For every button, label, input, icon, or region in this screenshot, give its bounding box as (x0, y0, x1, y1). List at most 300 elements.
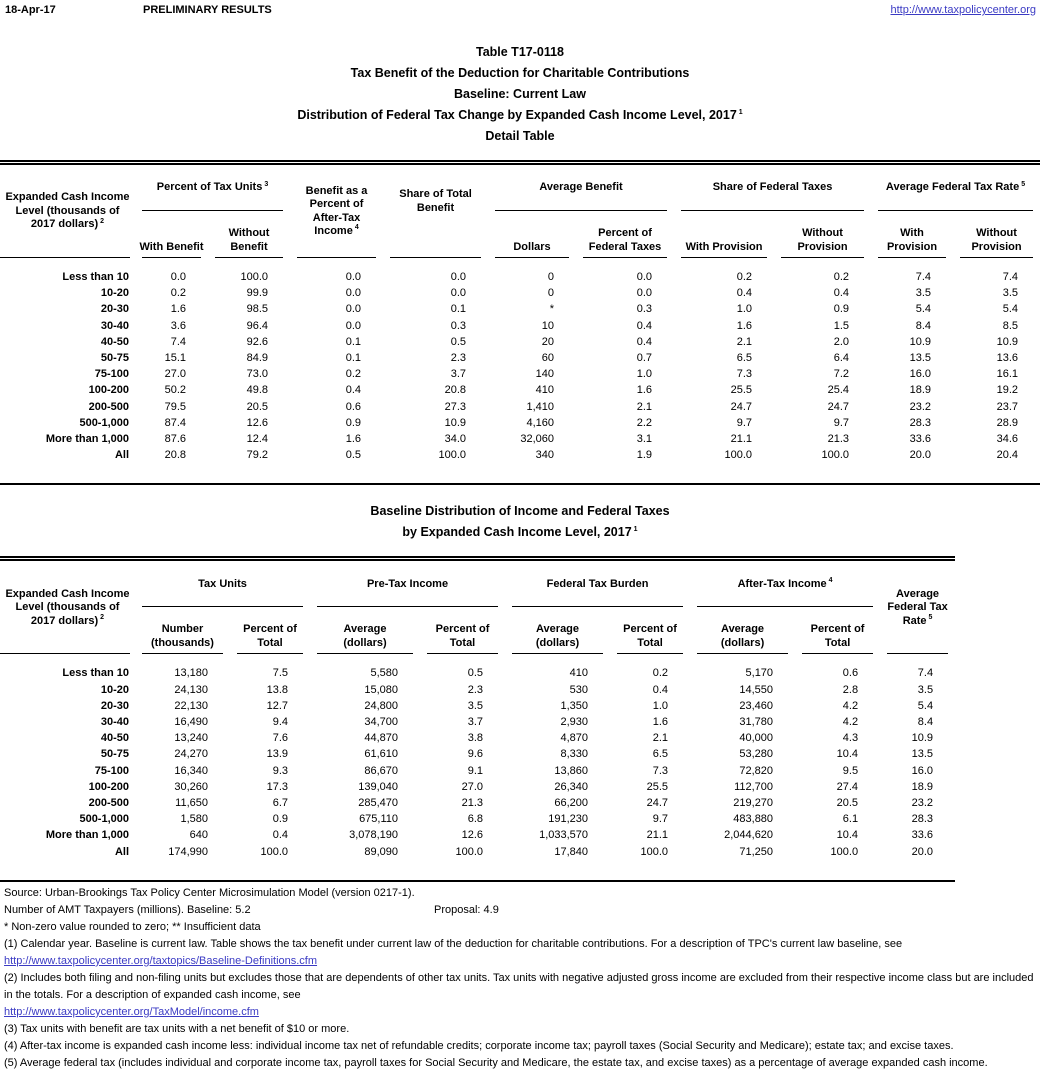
cell: 9.6 (467, 748, 484, 761)
cell: 27.0 (164, 368, 186, 381)
row-label: 75-100 (94, 764, 129, 777)
cell: 2,930 (560, 716, 589, 729)
cell: 27.4 (836, 780, 859, 793)
cell: 28.9 (996, 416, 1019, 429)
cell: 0.9 (833, 303, 850, 316)
cell: 18.9 (909, 384, 932, 397)
cell: 20.5 (246, 400, 269, 413)
cell: 1.6 (652, 716, 669, 729)
cell: 2.2 (636, 416, 653, 429)
table-row (0, 318, 1040, 334)
cell: 3.5 (467, 699, 484, 712)
col-header-without-provision-rate: Without Provision (953, 211, 1040, 258)
cell: 20.0 (911, 845, 934, 858)
cell: 3.7 (450, 368, 467, 381)
cell: 79.5 (164, 400, 186, 413)
cell: 0.7 (636, 352, 653, 365)
cell: 23.2 (909, 400, 932, 413)
cell: 0 (547, 287, 555, 300)
cell: 60 (541, 352, 555, 365)
footnote-3: (3) Tax units with benefit are tax units with a net benefit of $10 or more. (4, 1022, 350, 1035)
cell: 20.8 (444, 384, 467, 397)
cell: 19.2 (996, 384, 1019, 397)
cell: 73.0 (246, 368, 269, 381)
col-header-percent-of-total-pretax: Percent of Total (420, 607, 505, 654)
col-header-average-dollars-burden: Average (dollars) (505, 607, 610, 654)
cell: 28.3 (911, 813, 934, 826)
cell: 100.0 (830, 845, 859, 858)
footnote-2: (2) Includes both filing and non-filing units but excludes those that are dependents of other tax units. Tax units with negative adjusted gross income are excluded from their respective income class but are included in the totals. For a description of expanded cash income, see (4, 971, 1034, 1001)
cell: 10.9 (996, 335, 1019, 348)
cell: 16,340 (174, 764, 208, 777)
cell: 410 (535, 384, 555, 397)
cell: 1.5 (833, 319, 850, 332)
cell: 6.7 (272, 797, 289, 810)
cell: 6.8 (467, 813, 484, 826)
cell: 3.5 (1002, 287, 1019, 300)
row-label: More than 1,000 (45, 433, 129, 446)
cell: 9.7 (833, 416, 850, 429)
cell: 6.1 (842, 813, 859, 826)
cell: 174,990 (168, 845, 208, 858)
source-note: Source: Urban-Brookings Tax Policy Center Microsimulation Model (version 0217-1). (4, 886, 415, 899)
table-row (0, 779, 955, 795)
col-header-percent-of-total-units: Percent of Total (230, 607, 310, 654)
cell: 0.4 (345, 384, 362, 397)
cell: 13,240 (174, 732, 208, 745)
cell: 0.0 (636, 271, 653, 283)
cell: 21.1 (646, 829, 669, 842)
row-label: 50-75 (100, 748, 129, 761)
cell: 13.5 (911, 748, 934, 761)
cell: 0.0 (450, 287, 467, 300)
cell: 0.5 (467, 667, 484, 680)
row-label: 20-30 (100, 303, 129, 316)
cell: 0.6 (345, 400, 362, 413)
col-header-dollars: Dollars (488, 211, 576, 258)
cell: 5,580 (370, 667, 399, 680)
baseline-label: Baseline: Current Law (454, 87, 586, 101)
col-header-percent-of-federal-taxes: Percent of Federal Taxes (576, 211, 674, 258)
row-label: All (114, 449, 129, 462)
cell: 0.0 (450, 271, 467, 283)
cell: 8.4 (915, 319, 932, 332)
col-header-average-federal-tax-rate: Average Federal Tax Rate $^5$ (880, 559, 955, 655)
cell: 33.6 (911, 829, 934, 842)
cell: 112,700 (734, 780, 774, 793)
cell: 9.3 (272, 764, 289, 777)
cell: 2.1 (736, 335, 753, 348)
cell: 15.1 (164, 352, 186, 365)
cell: 0.4 (272, 829, 289, 842)
cell: 1.6 (636, 384, 653, 397)
col-header-with-benefit: With Benefit (135, 211, 208, 258)
cell: 0.5 (450, 335, 467, 348)
cell: 0.3 (636, 303, 653, 316)
cell: 12.6 (461, 829, 484, 842)
table-row (0, 844, 955, 881)
cell: 410 (569, 667, 589, 680)
cell: 25.5 (646, 780, 669, 793)
cell: 18.9 (911, 780, 934, 793)
cell: 2.8 (842, 683, 859, 696)
cell: 13.5 (909, 352, 932, 365)
row-label: Less than 10 (62, 271, 129, 283)
group-header-tax-units: Tax Units (135, 559, 310, 608)
table-row (0, 811, 955, 827)
cell: 13,860 (554, 764, 589, 777)
table-row (0, 350, 1040, 366)
row-label: 500-1,000 (79, 813, 129, 826)
cell: 92.6 (246, 335, 269, 348)
cell: 84.9 (246, 352, 269, 365)
footnote-5: (5) Average federal tax (includes individual and corporate income tax, payroll taxes for Social Security and Medicare, the estate tax, and excise taxes) as a percentage of average expanded cash income. (4, 1056, 988, 1069)
cell: 20.5 (836, 797, 859, 810)
cell: 0.1 (345, 335, 362, 348)
cell: 66,200 (554, 797, 589, 810)
cell: 0.2 (833, 271, 850, 283)
cell: 25.5 (730, 384, 753, 397)
cell: 21.3 (827, 433, 850, 446)
row-label: 200-500 (88, 400, 129, 413)
cell: 22,130 (174, 699, 208, 712)
cell: 33.6 (909, 433, 932, 446)
table-row (0, 654, 955, 681)
distribution-label: Distribution of Federal Tax Change by Expanded Cash Income Level, 2017 $^1$ (297, 108, 743, 122)
page-header (0, 0, 1040, 22)
cell: 5.4 (915, 303, 932, 316)
cell: 34.0 (444, 433, 467, 446)
row-label: 500-1,000 (79, 416, 129, 429)
cell: 2.3 (450, 352, 467, 365)
cell: 24,270 (174, 748, 208, 761)
table-row (0, 795, 955, 811)
col-header-without-provision-share: Without Provision (774, 211, 871, 258)
cell: 9.7 (652, 813, 669, 826)
cell: 0.0 (345, 303, 362, 316)
cell: 8.4 (917, 716, 934, 729)
cell: 1,350 (560, 699, 589, 712)
cell: 98.5 (246, 303, 269, 316)
row-label: 100-200 (88, 780, 129, 793)
col-header-average-dollars-aftertax: Average (dollars) (690, 607, 795, 654)
cell: 14,550 (739, 683, 774, 696)
table-row (0, 746, 955, 762)
col-header-share-of-total-benefit: Share of Total Benefit (383, 163, 488, 259)
cell: 10.9 (909, 335, 932, 348)
cell: 23,460 (739, 699, 774, 712)
cell: 3,078,190 (349, 829, 399, 842)
row-label: 30-40 (100, 319, 129, 332)
table-row (0, 447, 1040, 484)
cell: 640 (189, 829, 208, 842)
cell: 0.2 (736, 271, 753, 283)
cell: 20.8 (164, 449, 186, 462)
cell: 100.0 (438, 449, 467, 462)
cell: 71,250 (739, 845, 774, 858)
cell: 24.7 (730, 400, 753, 413)
cell: 25.4 (827, 384, 850, 397)
cell: 675,110 (359, 813, 399, 826)
cell: 3.5 (917, 683, 934, 696)
cell: 139,040 (358, 780, 399, 793)
table-subject: Tax Benefit of the Deduction for Charitable Contributions (350, 66, 690, 80)
cell: 8.5 (1002, 319, 1019, 332)
cell: 16.0 (909, 368, 932, 381)
table-row (0, 366, 1040, 382)
cell: 27.0 (461, 780, 484, 793)
cell: 17.3 (266, 780, 289, 793)
cell: 1.6 (170, 303, 186, 316)
col-header-income-level: Expanded Cash Income Level (thousands of 2017 dollars) $^2$ (0, 559, 135, 655)
row-label: 30-40 (100, 716, 129, 729)
row-label: 10-20 (100, 683, 129, 696)
cell: 20.4 (996, 449, 1019, 462)
cell: 219,270 (733, 797, 774, 810)
col-header-average-dollars-pretax: Average (dollars) (310, 607, 420, 654)
cell: 0.0 (636, 287, 653, 300)
cell: 99.9 (246, 287, 269, 300)
cell: 7.4 (915, 271, 932, 283)
cell: 21.1 (730, 433, 753, 446)
cell: 0.5 (345, 449, 362, 462)
cell: 483,880 (733, 813, 774, 826)
cell: 53,280 (739, 748, 774, 761)
table-row (0, 698, 955, 714)
cell: 3.8 (467, 732, 484, 745)
cell: 4.2 (842, 699, 859, 712)
cell: 44,870 (364, 732, 399, 745)
tax-benefit-detail-table (0, 160, 1040, 485)
cell: 31,780 (739, 716, 774, 729)
cell: 11,650 (175, 797, 208, 810)
baseline-distribution-table (0, 556, 955, 881)
cell: 28.3 (909, 416, 932, 429)
cell: 0.9 (345, 416, 362, 429)
tax-benefit-table-body (0, 258, 1040, 484)
cell: 16.0 (911, 764, 934, 777)
cell: 9.5 (842, 764, 859, 777)
cell: 0 (547, 271, 555, 283)
cell: 0.0 (345, 319, 362, 332)
taxpolicycenter-link[interactable]: http://www.taxpolicycenter.org (890, 4, 1036, 16)
cell: 12.6 (246, 416, 269, 429)
cell: 100.0 (455, 845, 484, 858)
table-row (0, 399, 1040, 415)
expanded-cash-income-link[interactable]: http://www.taxpolicycenter.org/TaxModel/income.cfm (4, 1005, 259, 1018)
cell: 0.6 (842, 667, 859, 680)
cell: 96.4 (246, 319, 269, 332)
cell: 0.0 (345, 287, 362, 300)
cell: 0.3 (450, 319, 467, 332)
report-date: 18-Apr-17 (5, 4, 56, 16)
cell: 20.0 (909, 449, 932, 462)
cell: 5,170 (745, 667, 774, 680)
amt-proposal-value: Proposal: 4.9 (434, 903, 499, 916)
cell: 0.2 (652, 667, 669, 680)
baseline-definitions-link[interactable]: http://www.taxpolicycenter.org/taxtopics/Baseline-Definitions.cfm (4, 954, 318, 967)
cell: 1,033,570 (539, 829, 589, 842)
cell: 0.2 (345, 368, 362, 381)
cell: 4,160 (526, 416, 555, 429)
cell: 20 (541, 335, 555, 348)
table-row (0, 682, 955, 698)
cell: 3.5 (915, 287, 932, 300)
cell: 0.4 (636, 335, 653, 348)
cell: 340 (535, 449, 555, 462)
row-label: 200-500 (88, 797, 129, 810)
cell: 6.4 (833, 352, 850, 365)
col-header-with-provision-rate: With Provision (871, 211, 953, 258)
cell: 16,490 (174, 716, 208, 729)
footnote-4: (4) After-tax income is expanded cash income less: individual income tax net of refundable credits; corporate income tax; payroll taxes (Social Security and Medicare); estate tax; and excise taxes. (4, 1039, 954, 1052)
cell: 49.8 (246, 384, 269, 397)
preliminary-results-label: PRELIMINARY RESULTS (143, 4, 272, 16)
group-header-after-tax-income: After-Tax Income $^4$ (690, 559, 880, 608)
cell: 9.1 (467, 764, 484, 777)
cell: 1.0 (652, 699, 669, 712)
cell: 34.6 (996, 433, 1019, 446)
cell: 87.4 (164, 416, 186, 429)
group-header-average-benefit: Average Benefit (488, 163, 674, 212)
cell: 30,260 (174, 780, 208, 793)
cell: 1.6 (345, 433, 362, 446)
row-label: More than 1,000 (45, 829, 129, 842)
row-label: 40-50 (100, 335, 129, 348)
cell: 191,230 (548, 813, 589, 826)
cell: 100.0 (240, 271, 269, 283)
cell: 16.1 (996, 368, 1019, 381)
cell: 13,180 (174, 667, 208, 680)
cell: 100.0 (640, 845, 669, 858)
table-row (0, 301, 1040, 317)
row-label: 100-200 (88, 384, 129, 397)
table-row (0, 763, 955, 779)
table-row (0, 431, 1040, 447)
cell: 3.6 (170, 319, 186, 332)
table-row (0, 285, 1040, 301)
cell: 61,610 (364, 748, 399, 761)
table-row (0, 714, 955, 730)
group-header-federal-tax-burden: Federal Tax Burden (505, 559, 690, 608)
table-row (0, 827, 955, 843)
cell: 530 (569, 683, 589, 696)
cell: 4.3 (842, 732, 859, 745)
cell: 140 (535, 368, 555, 381)
cell: 7.2 (833, 368, 850, 381)
cell: 27.3 (444, 400, 467, 413)
cell: 13.6 (996, 352, 1019, 365)
cell: 40,000 (739, 732, 774, 745)
cell: 7.6 (272, 732, 289, 745)
cell: 7.3 (652, 764, 669, 777)
group-header-pre-tax-income: Pre-Tax Income (310, 559, 505, 608)
cell: 12.4 (246, 433, 269, 446)
cell: 285,470 (358, 797, 399, 810)
cell: 0.4 (736, 287, 753, 300)
cell: 23.7 (996, 400, 1019, 413)
cell: 24.7 (827, 400, 850, 413)
footnotes (0, 885, 1036, 1072)
cell: 1.0 (636, 368, 653, 381)
col-header-number-thousands: Number (thousands) (135, 607, 230, 654)
cell: 13.8 (266, 683, 289, 696)
cell: 100.0 (821, 449, 850, 462)
cell: 0.1 (345, 352, 362, 365)
cell: 34,700 (364, 716, 399, 729)
cell: 7.4 (917, 667, 934, 680)
row-label: 75-100 (94, 368, 129, 381)
cell: 9.4 (272, 716, 289, 729)
table-row (0, 258, 1040, 285)
row-label: All (114, 845, 129, 858)
cell: 10.9 (911, 732, 934, 745)
asterisk-legend: * Non-zero value rounded to zero; ** Insufficient data (4, 920, 261, 933)
col-header-income-level: Expanded Cash Income Level (thousands of 2017 dollars) $^2$ (0, 163, 135, 259)
cell: 7.5 (272, 667, 289, 680)
cell: 24,800 (364, 699, 399, 712)
cell: 2.3 (467, 683, 484, 696)
cell: 86,670 (364, 764, 399, 777)
cell: 1,410 (526, 400, 555, 413)
cell: 13.9 (266, 748, 289, 761)
cell: 2.0 (833, 335, 850, 348)
cell: 15,080 (364, 683, 399, 696)
cell: 10.4 (836, 829, 859, 842)
cell: 7.4 (170, 335, 186, 348)
cell: 10 (541, 319, 555, 332)
baseline-table-title: Baseline Distribution of Income and Federal Taxes by Expanded Cash Income Level, 2017 $^1$ (370, 504, 670, 540)
cell: 23.2 (911, 797, 934, 810)
table-row (0, 730, 955, 746)
cell: 9.7 (736, 416, 753, 429)
cell: 6.5 (652, 748, 669, 761)
cell: 2.1 (636, 400, 653, 413)
cell: 3.1 (636, 433, 653, 446)
cell: 24,130 (174, 683, 208, 696)
cell: 89,090 (364, 845, 399, 858)
cell: 100.0 (260, 845, 289, 858)
col-header-percent-of-total-burden: Percent of Total (610, 607, 690, 654)
report-title (0, 42, 1040, 147)
col-header-benefit-pct-after-tax-income: Benefit as a Percent of After-Tax Income $^4$ (290, 163, 383, 259)
cell: 8,330 (560, 748, 589, 761)
cell: 2,044,620 (724, 829, 774, 842)
cell: 17,840 (554, 845, 589, 858)
group-header-average-federal-tax-rate: Average Federal Tax Rate $^5$ (871, 163, 1040, 212)
footnote-1: (1) Calendar year. Baseline is current law. Table shows the tax benefit under current law of the deduction for charitable contributions. For a description of TPC's current law baseline, see (4, 937, 903, 950)
cell: 0.0 (345, 271, 362, 283)
cell: 10.4 (836, 748, 859, 761)
group-header-percent-of-tax-units: Percent of Tax Units $^3$ (135, 163, 290, 212)
cell: 24.7 (646, 797, 669, 810)
cell: 100.0 (724, 449, 753, 462)
col-header-with-provision-share: With Provision (674, 211, 774, 258)
cell: 10.9 (444, 416, 467, 429)
row-label: 40-50 (100, 732, 129, 745)
cell: 1.0 (736, 303, 753, 316)
cell: 32,060 (520, 433, 555, 446)
row-label: 10-20 (100, 287, 129, 300)
table-row (0, 415, 1040, 431)
cell: 4,870 (560, 732, 589, 745)
row-label: 50-75 (100, 352, 129, 365)
col-header-percent-of-total-aftertax: Percent of Total (795, 607, 880, 654)
cell: 5.4 (917, 699, 934, 712)
cell: 0.2 (170, 287, 186, 300)
cell: 12.7 (266, 699, 289, 712)
cell: 0.4 (636, 319, 653, 332)
